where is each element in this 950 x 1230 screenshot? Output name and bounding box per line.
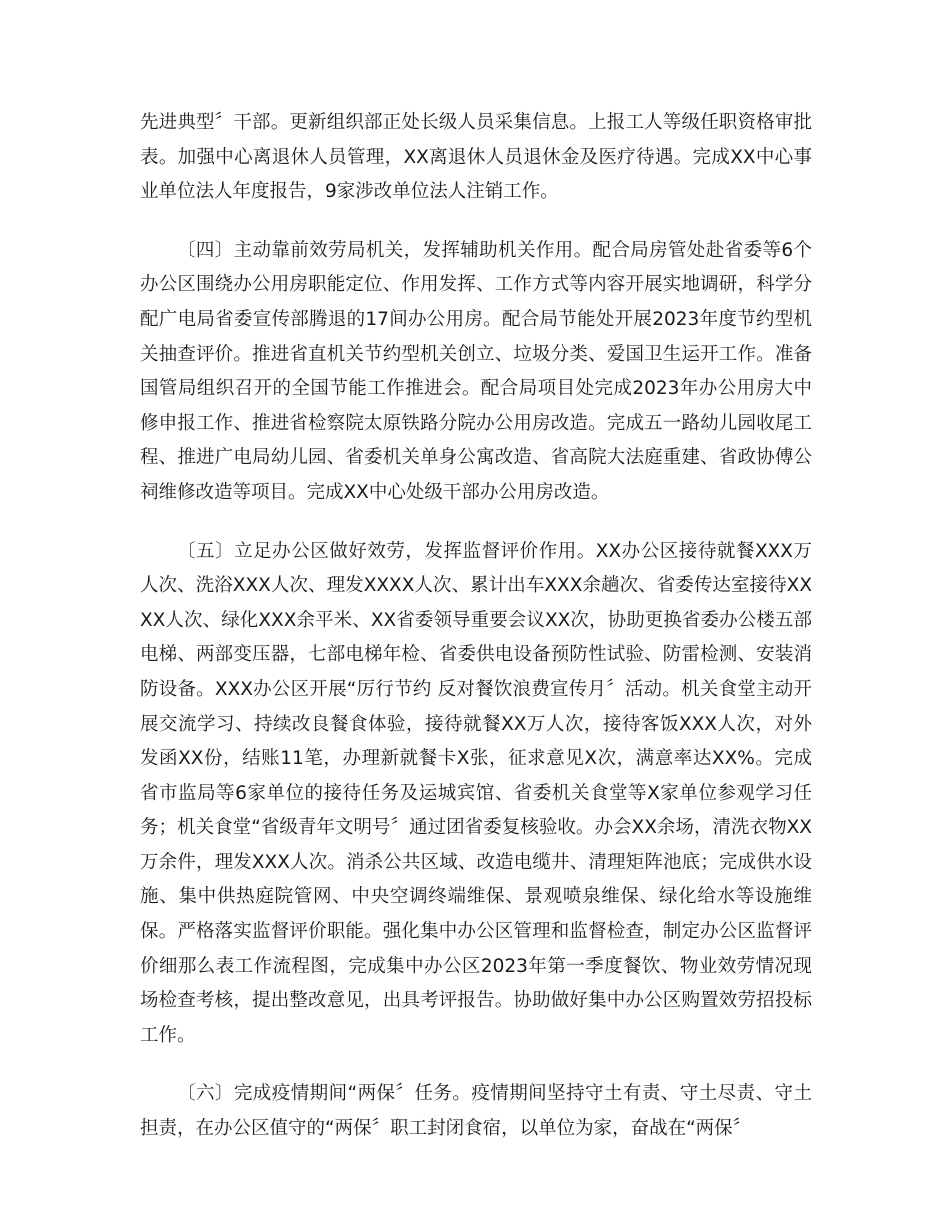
paragraph-section-4: 〔四〕主动靠前效劳局机关，发挥辅助机关作用。配合局房管处赴省委等6个办公区围绕办公用房职能定位、作用发挥、工作方式等内容开展实地调研，科学分配广电局省委宣传部腾退的17间办公用房。配合局节能处开展2023年度节约型机关抽查评价。推进省直机关节约型机关创立、垃圾分类、爱国卫生运开工作。准备国管局组织召开的全国节能工作推进会。配合局项目处完成2023年办公用房大中修申报工作、推进省检察院太原铁路分院办公用房改造。完成五一路幼儿园收尾工程、推进广电局幼儿园、省委机关单身公寓改造、省高院大法庭重建、省政协傅公祠维修改造等项目。完成XX中心处级干部办公用房改造。: [140, 239, 812, 503]
paragraph-spacer: [140, 511, 812, 535]
paragraph-spacer: [140, 210, 812, 234]
paragraph-section-5: 〔五〕立足办公区做好效劳，发挥监督评价作用。XX办公区接待就餐XXX万人次、洗浴XXX人次、理发XXXX人次、累计出车XXX余趟次、省委传达室接待XXXX人次、绿化XXX余平米、XX省委领导重要会议XX次，协助更换省委办公楼五部电梯、两部变压器，七部电梯年检、省委供电设备预防性试验、防雷检测、安装消防设备。XXX办公区开展“厉行节约 反对餐饮浪费宣传月〞活动。机关食堂主动开展交流学习、持续改良餐食体验，接待就餐XX万人次，接待客饭XXX人次，对外发函XX份，结账11笔，办理新就餐卡X张，征求意见X次，满意率达XX%。完成省市监局等6家单位的接待任务及运城宾馆、省委机关食堂等X家单位参观学习任务；机关食堂“省级青年文明号〞通过团省委复核验收。办会XX余场，清洗衣物XX万余件，理发XXX人次。消杀公共区域、改造电缆井、清理矩阵池底；完成供水设施、集中供热庭院管网、中央空调终端维保、景观喷泉维保、绿化给水等设施维保。严格落实监督评价职能。强化集中办公区管理和监督检查，制定办公区监督评价细那么表工作流程图，完成集中办公区2023年第一季度餐饮、物业效劳情况现场检查考核，提出整改意见，出具考评报告。协助做好集中办公区购置效劳招投标工作。: [140, 540, 812, 1046]
paragraph-spacer: [140, 1053, 812, 1077]
paragraph-section-6: 〔六〕完成疫情期间“两保〞任务。疫情期间坚持守土有责、守土尽责、守土担责，在办公区值守的“两保〞职工封闭食宿，以单位为家，奋战在“两保〞: [140, 1083, 812, 1140]
document-page: [140, 106, 812, 1147]
paragraph-continuation: 先进典型〞干部。更新组织部正处长级人员采集信息。上报工人等级任职资格审批表。加强中心离退休人员管理，XX离退休人员退休金及医疗待遇。完成XX中心事业单位法人年度报告，9家涉改单位法人注销工作。: [140, 112, 812, 203]
